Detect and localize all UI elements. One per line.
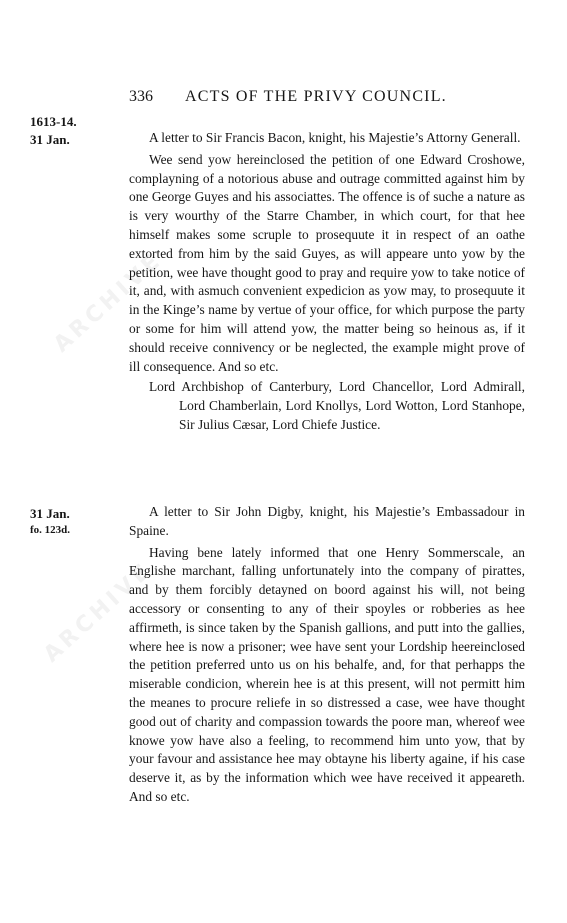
entry-1-body: Wee send yow hereinclosed the petition of one Edward Croshowe, complayning of a notorious abuse and outrage committed against him by one George Guyes and his associattes. The offence is of suche a nature as is very wourthy of the Starre Chamber, in which court, for that hee himself makes some scruple to prosequute it in respect of an oathe extorted from him by the said Guyes, as will appeare unto yow by the petition, wee have thought good to pray and require yow to take notice of it, and, with asmuch convenient expedicion as yow may, to prosequute it in the Kinge’s name by vertue of your office, for which purpose the party or some for him will attend yow, the matter being so heinous as, if it should receive connivency or be neglected, the example might prove of ill consequence. And so etc. [129, 151, 525, 374]
entry-1-heading: A letter to Sir Francis Bacon, knight, his Majestie’s Attorny Generall. [149, 130, 521, 145]
entry-2-margin [30, 505, 120, 539]
entry-2-body: Having bene lately informed that one Henry Sommerscale, an Englishe marchant, falling unfortunately into the company of pirattes, and by them forcibly detayned on boord against his will, not being accessory or consenting to any of their spoyles or robberies as hee affirmeth, is since taken by the Spanish gallions, and putt into the gallies, where hee is now a prisoner; wee have sent your Lordship heereinclosed the petition preferred unto us on his behalfe, and, for that perhapps the miserable condicion, wherein hee is at this present, will not permitt him the meanes to procure reliefe in so distressed a case, wee have thought good out of charity and compassion towards the poore man, whereof wee knowe yow have also a feeling, to recommend him unto yow, that by your favour and assistance hee may obtayne his liberty againe, if his case deserve it, as by the information which wee have received it appeareth. And so etc. [129, 544, 525, 804]
entry-1-date: 31 Jan. [30, 132, 70, 147]
watermark: ARCHIVE [39, 557, 158, 668]
entry-2-heading: A letter to Sir John Digby, knight, his Majestie’s Embassadour in Spaine. [129, 504, 525, 538]
page-number: 336 [129, 88, 153, 105]
running-title: ACTS OF THE PRIVY COUNCIL. [185, 88, 447, 105]
margin-year: 1613-14. [30, 114, 77, 129]
entry-2-date: 31 Jan. [30, 506, 70, 521]
entry-1 [129, 129, 525, 435]
entry-1-margin [30, 131, 120, 148]
watermark: ARCHIVE [49, 247, 168, 358]
entry-1-signers: Lord Archbishop of Canterbury, Lord Chancellor, Lord Admirall, Lord Chamberlain, Lord Knollys, Lord Wotton, Lord Stanhope, Sir Julius Cæsar, Lord Chiefe Justice. [149, 379, 525, 432]
entry-2 [129, 503, 525, 807]
entry-2-folio: fo. 123d. [30, 524, 71, 536]
